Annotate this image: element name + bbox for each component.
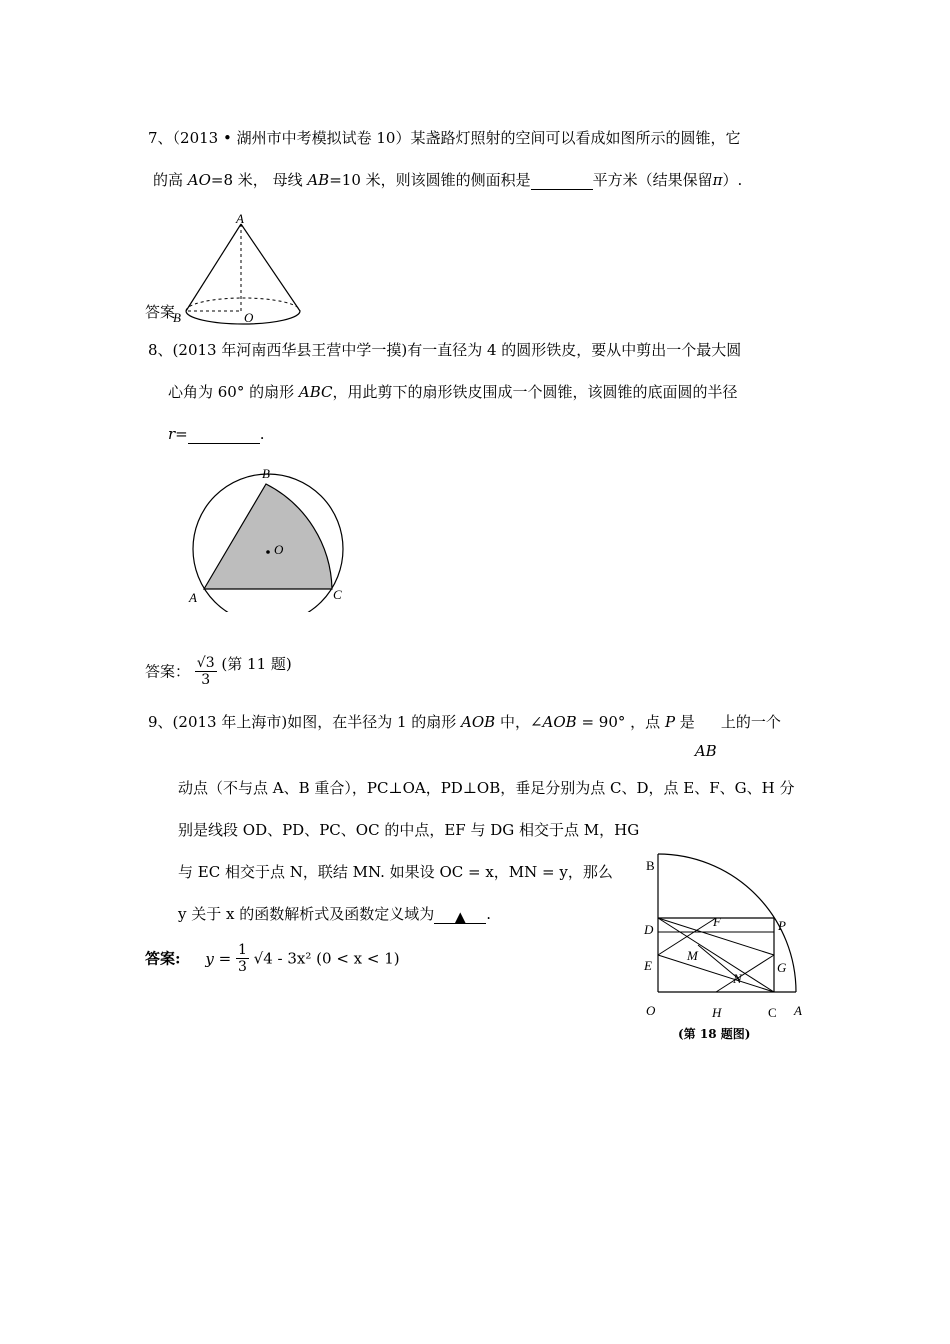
q9-answer-domain: (0 < x < 1) — [316, 949, 400, 968]
q8-text-b: ，用此剪下的扇形铁皮围成一个圆锥，该圆锥的底面圆的半径 — [332, 383, 738, 401]
q7-text-d: 平方米（结果保留 — [592, 171, 713, 189]
q9-answer — [145, 942, 400, 975]
q9-arc — [658, 854, 796, 992]
q9-label-h: H — [712, 1005, 722, 1020]
q9-label-a: A — [794, 1003, 802, 1018]
q9-aob2: AOB — [542, 713, 577, 731]
q9-sector-figure — [640, 852, 815, 1022]
q8-text-a: 心角为 60° 的扇形 — [168, 383, 299, 401]
q9-answer-num: 1 — [237, 942, 247, 958]
q9-dc — [658, 918, 774, 992]
q8-center-point — [266, 550, 270, 554]
q9-answer-eq: = — [218, 949, 232, 968]
q8-eq: = — [175, 425, 188, 443]
q9-p: P — [664, 713, 676, 731]
q9-label-o: O — [646, 1003, 656, 1018]
q7-line1-text: 7、（2013 • 湖州市中考模拟试卷 10）某盏路灯照射的空间可以看成如图所示的圆锥，它 — [148, 129, 741, 147]
q7-line2 — [153, 170, 742, 190]
q7-label-b: B — [173, 310, 181, 325]
q8-sector — [204, 484, 332, 589]
q9-label-b: B — [646, 858, 655, 873]
q7-answer-label: 答案 — [145, 303, 176, 321]
q9-end: . — [486, 905, 492, 923]
q9-label-g: G — [777, 960, 787, 975]
q9-answer-blank — [434, 907, 486, 924]
q8-abc: ABC — [298, 383, 333, 401]
q7-cone-figure — [168, 210, 308, 330]
q8-answer-num: √3 — [196, 655, 215, 671]
q7-answer-blank — [531, 173, 593, 190]
q9-answer-radical: √4 - 3x² — [253, 949, 312, 968]
q8-label-b: B — [262, 466, 270, 481]
q8-line3 — [168, 424, 265, 444]
q8-answer — [145, 655, 292, 688]
q7-text-a: 的高 — [153, 171, 188, 189]
q9-label-p: P — [778, 918, 786, 933]
q9-figure-caption: (第 18 题图) — [678, 1027, 751, 1041]
q7-base-back — [186, 298, 300, 311]
q9-text-5a: y 关于 x 的函数解析式及函数定义域为 — [178, 905, 435, 923]
q8-line1: 8、(2013 年河南西华县王营中学一摸)有一直径为 4 的圆形铁皮，要从中剪出一个最大圆 — [148, 341, 742, 359]
q9-text-e: 上的一个 — [720, 713, 781, 731]
q7-label-a: A — [236, 211, 244, 226]
q9-label-e: E — [644, 958, 652, 973]
q7-pi: π — [712, 171, 723, 189]
q9-answer-den: 3 — [237, 959, 247, 975]
q9-answer-y: y — [205, 949, 214, 968]
q9-answer-label: 答案: — [145, 949, 181, 968]
q8-label-c: C — [333, 587, 342, 602]
q7-ab: AB — [307, 171, 330, 189]
q7-text-b: =8 米， 母线 — [210, 171, 308, 189]
q9-line2: 动点（不与点 A、B 重合），PC⊥OA，PD⊥OB，垂足分别为点 C、D，点 E、F、G、H 分 — [178, 779, 795, 797]
q8-answer-label: 答案： — [145, 662, 191, 681]
q9-text-b: 中，∠ — [495, 713, 543, 731]
q8-answer-den: 3 — [201, 672, 211, 688]
q9-label-n: N — [733, 971, 742, 986]
q9-answer-fraction — [236, 942, 249, 975]
q7-text-c: =10 米，则该圆锥的侧面积是 — [329, 171, 531, 189]
q7-line1 — [148, 128, 740, 148]
q8-answer-fraction — [195, 655, 217, 688]
q8-r: r — [168, 425, 176, 443]
q9-arc-label: AB — [694, 742, 717, 760]
q8-label-o: O — [274, 542, 284, 557]
q9-text-c: = 90° ，点 — [576, 713, 665, 731]
q9-label-c: C — [768, 1005, 777, 1020]
q8-end: . — [259, 425, 265, 443]
q9-label-d: D — [644, 922, 654, 937]
q9-text-d: 是 — [675, 713, 695, 731]
q8-answer-note: (第 11 题) — [221, 654, 292, 673]
q7-base-front — [186, 311, 300, 324]
q7-text-e: ）. — [722, 171, 743, 189]
q9-text-a: 9、(2013 年上海市)如图，在半径为 1 的扇形 — [148, 713, 462, 731]
q8-circle-figure — [185, 462, 355, 612]
q9-aob: AOB — [461, 713, 496, 731]
q9-label-m: M — [687, 948, 698, 963]
q9-triangle-mark: ▲ — [454, 908, 467, 926]
q8-line2 — [168, 382, 738, 402]
q9-label-f: F — [713, 914, 721, 929]
q7-ao: AO — [187, 171, 211, 189]
q9-line4: 与 EC 相交于点 N，联结 MN. 如果设 OC = x，MN = y，那么 — [178, 863, 613, 881]
q9-line3: 别是线段 OD、PD、PC、OC 的中点，EF 与 DG 相交于点 M，HG — [178, 821, 640, 839]
q9-line5 — [178, 904, 491, 924]
q8-label-a: A — [189, 590, 197, 605]
q8-answer-blank — [188, 427, 260, 444]
q7-label-o: O — [244, 310, 254, 325]
q9-line1 — [148, 712, 781, 760]
